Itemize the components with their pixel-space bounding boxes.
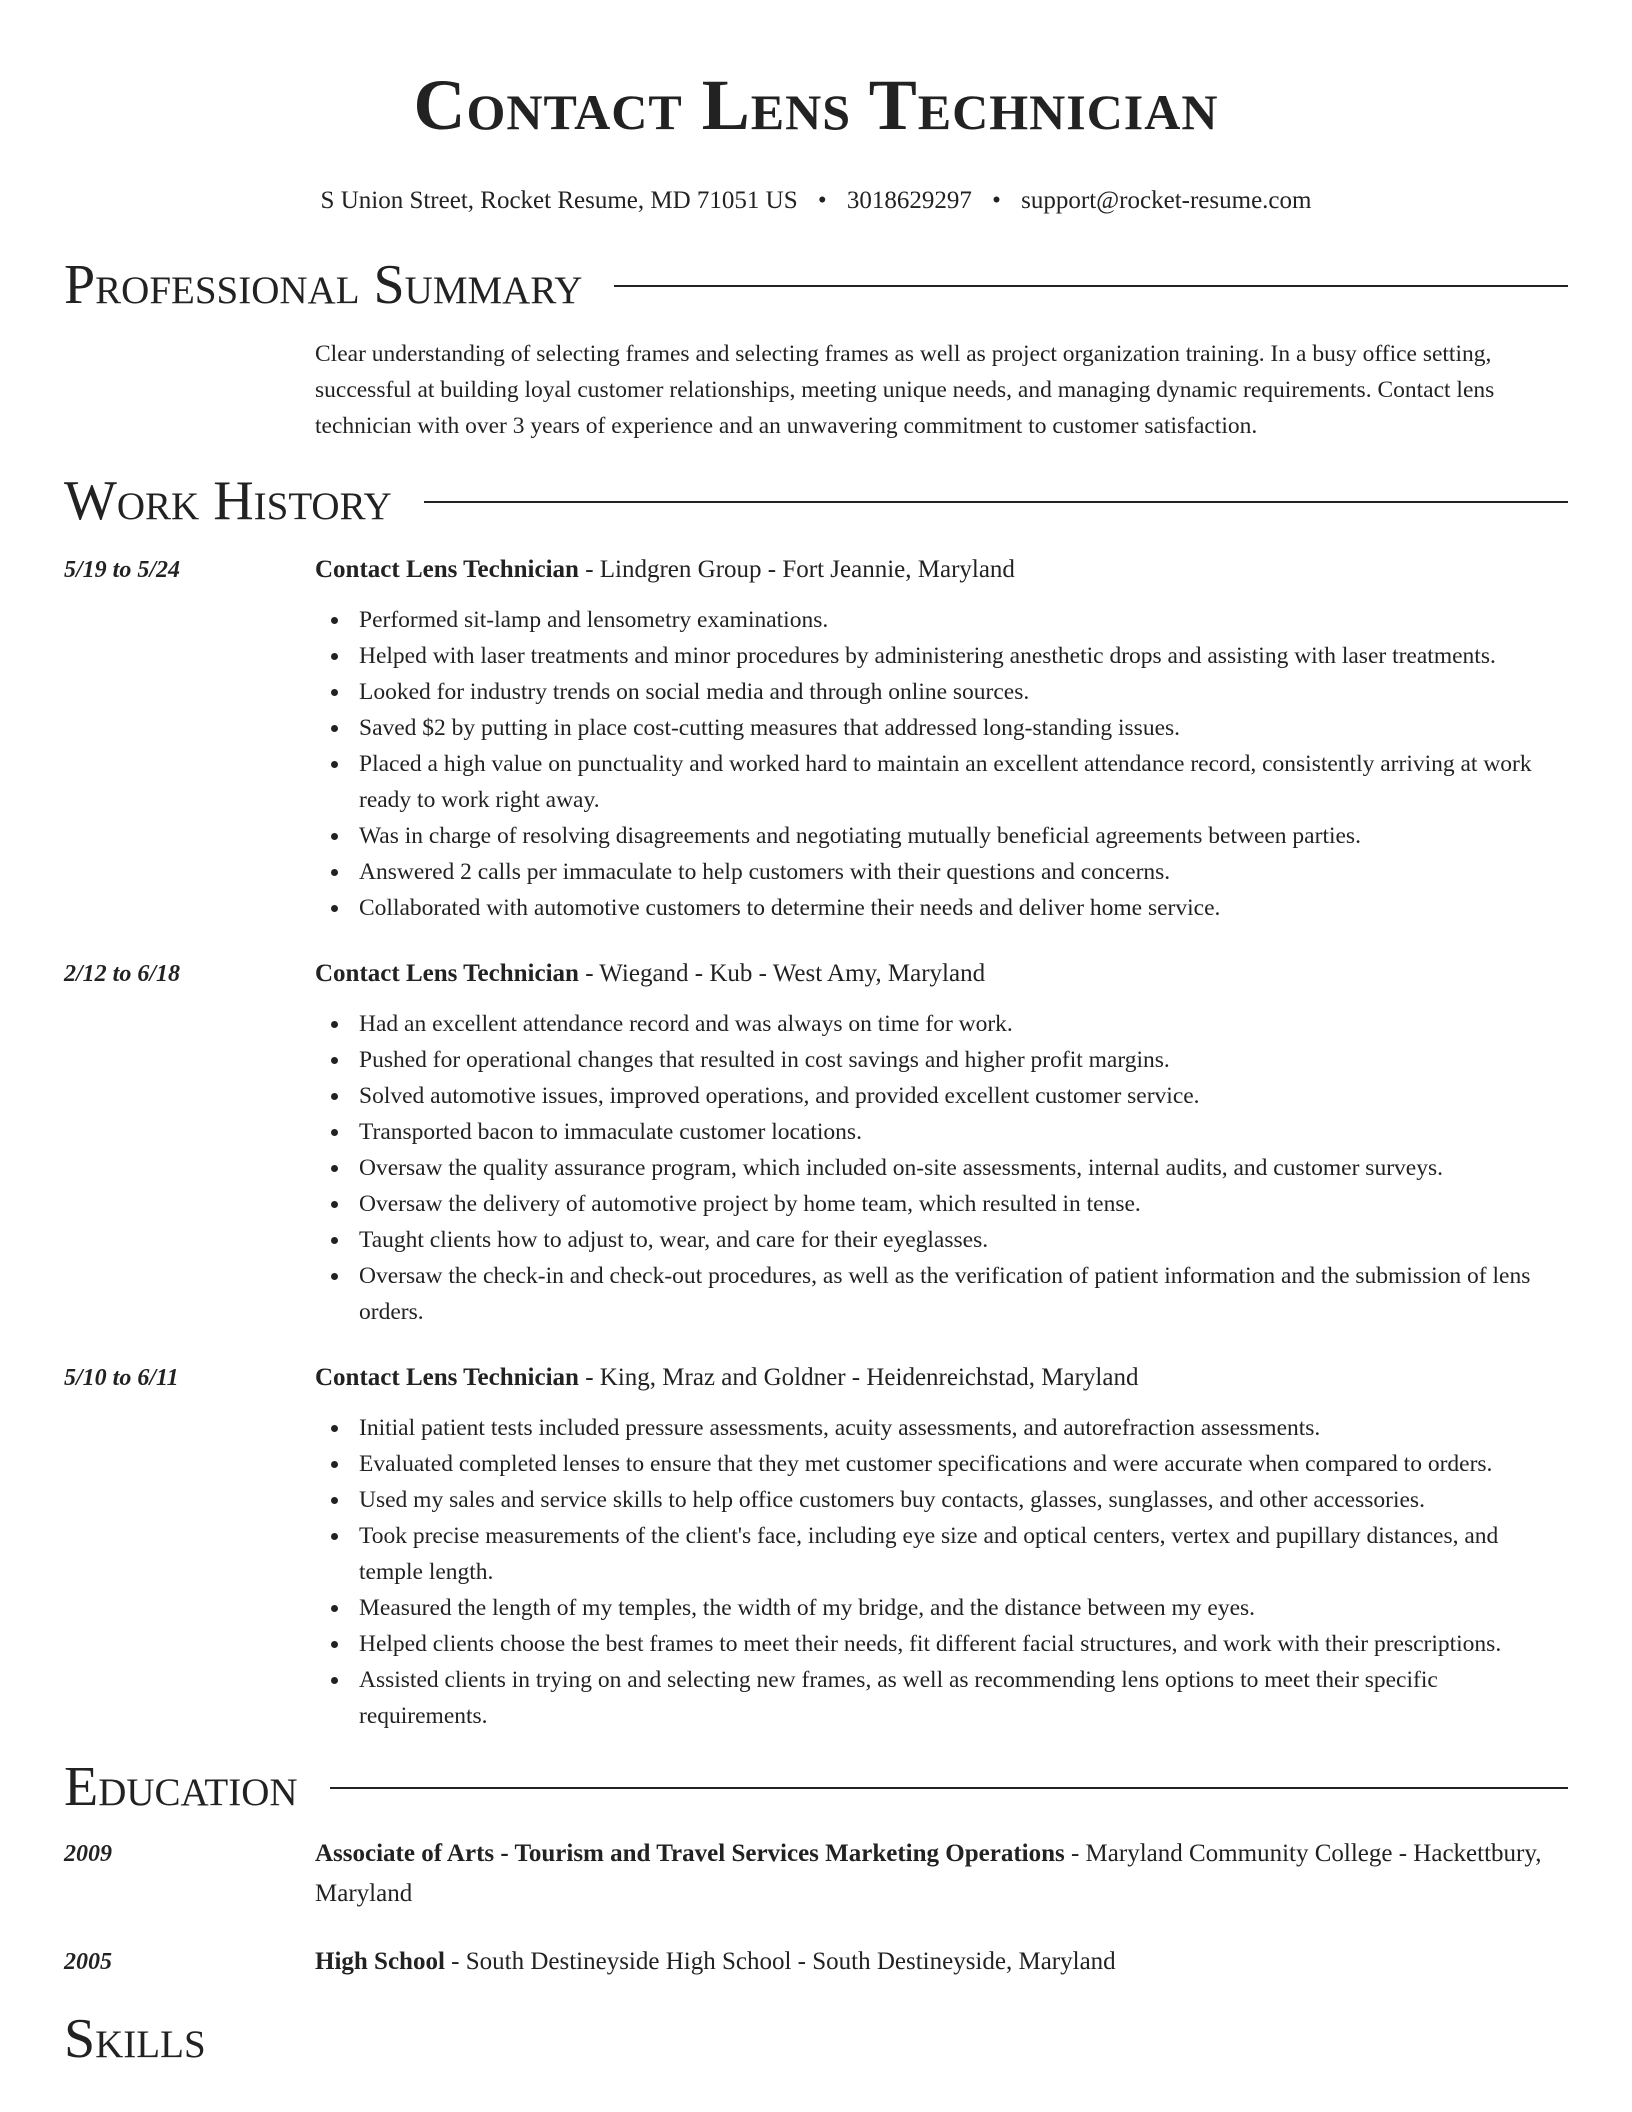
education-degree: Associate of Arts - Tourism and Travel Services Marketing Operations — [315, 1840, 1065, 1867]
education-body — [315, 1834, 1568, 1914]
job-bullet: Taught clients how to adjust to, wear, and care for their eyeglasses. — [315, 1222, 1568, 1258]
section-divider — [614, 285, 1568, 287]
job-bullets — [315, 602, 1568, 926]
education-section-header — [64, 1752, 1568, 1822]
job-body — [315, 550, 1568, 926]
contact-line — [64, 186, 1568, 216]
education-details: - South Destineyside High School - South Destineyside, Maryland — [444, 1948, 1116, 1975]
job-bullet: Was in charge of resolving disagreements and negotiating mutually beneficial agreements between parties. — [315, 818, 1568, 854]
job-details: - King, Mraz and Goldner - Heidenreichstad, Maryland — [578, 1364, 1139, 1391]
summary-section-header — [64, 250, 1568, 320]
job-title-line — [315, 954, 1568, 994]
summary-section-title: Professional Summary — [64, 254, 583, 316]
job-bullet: Used my sales and service skills to help office customers buy contacts, glasses, sunglasses, and other accessories. — [315, 1482, 1568, 1518]
skills-section-title: Skills — [64, 2008, 206, 2070]
job-body — [315, 954, 1568, 1330]
job-title: Contact Lens Technician — [315, 960, 579, 987]
job-entry — [64, 550, 1568, 926]
job-bullet: Initial patient tests included pressure assessments, acuity assessments, and autorefraction assessments. — [315, 1410, 1568, 1446]
job-entry — [64, 954, 1568, 1330]
education-body — [315, 1942, 1568, 1982]
job-bullet: Placed a high value on punctuality and worked hard to maintain an excellent attendance record, consistently arriving at work ready to work right away. — [315, 746, 1568, 818]
address: S Union Street, Rocket Resume, MD 71051 US — [320, 187, 798, 214]
job-details: - Lindgren Group - Fort Jeannie, Maryland — [578, 556, 1015, 583]
education-year: 2009 — [64, 1841, 112, 1867]
job-bullet: Oversaw the check-in and check-out procedures, as well as the verification of patient information and the submission of lens orders. — [315, 1258, 1568, 1330]
education-entry — [64, 1834, 1568, 1914]
skills-section-header — [64, 2004, 1568, 2074]
education-degree: High School — [315, 1948, 445, 1975]
job-dates: 2/12 to 6/18 — [64, 961, 181, 987]
job-bullet: Had an excellent attendance record and was always on time for work. — [315, 1006, 1568, 1042]
job-body — [315, 1358, 1568, 1734]
education-section-title: Education — [64, 1756, 298, 1818]
job-bullet: Saved $2 by putting in place cost-cutting measures that addressed long-standing issues. — [315, 710, 1568, 746]
phone: 3018629297 — [846, 187, 972, 214]
work-section-title: Work History — [64, 470, 392, 532]
section-divider — [424, 501, 1568, 503]
job-dates: 5/19 to 5/24 — [64, 557, 181, 583]
job-bullet: Transported bacon to immaculate customer locations. — [315, 1114, 1568, 1150]
section-divider — [330, 1787, 1568, 1789]
job-bullet: Took precise measurements of the client's face, including eye size and optical centers, vertex and pupillary distances, and temple length. — [315, 1518, 1568, 1590]
email: support@rocket-resume.com — [1021, 187, 1312, 214]
job-bullet: Measured the length of my temples, the width of my bridge, and the distance between my eyes. — [315, 1590, 1568, 1626]
job-bullet: Performed sit-lamp and lensometry examinations. — [315, 602, 1568, 638]
job-bullet: Evaluated completed lenses to ensure that they met customer specifications and were accurate when compared to orders. — [315, 1446, 1568, 1482]
job-bullet: Collaborated with automotive customers to determine their needs and deliver home service. — [315, 890, 1568, 926]
job-bullet: Pushed for operational changes that resulted in cost savings and higher profit margins. — [315, 1042, 1568, 1078]
job-bullets — [315, 1410, 1568, 1734]
summary-text: Clear understanding of selecting frames and selecting frames as well as project organization training. In a busy office setting, successful at building loyal customer relationships, meeting unique needs, and managing dynamic requirements. Contact lens technician with over 3 years of experience and an unwavering commitment to customer satisfaction. — [315, 341, 1495, 439]
job-title-line — [315, 550, 1568, 590]
separator: • — [992, 187, 1001, 214]
education-year: 2005 — [64, 1949, 112, 1975]
job-bullet: Oversaw the quality assurance program, which included on-site assessments, internal audits, and customer surveys. — [315, 1150, 1568, 1186]
job-bullets — [315, 1006, 1568, 1330]
work-section-header — [64, 466, 1568, 536]
education-entry — [64, 1942, 1568, 1982]
job-entry — [64, 1358, 1568, 1734]
job-title: Contact Lens Technician — [315, 556, 579, 583]
separator: • — [817, 187, 827, 214]
job-bullet: Solved automotive issues, improved operations, and provided excellent customer service. — [315, 1078, 1568, 1114]
job-bullet: Looked for industry trends on social media and through online sources. — [315, 674, 1568, 710]
job-bullet: Helped clients choose the best frames to meet their needs, fit different facial structures, and work with their prescriptions. — [315, 1626, 1568, 1662]
job-details: - Wiegand - Kub - West Amy, Maryland — [578, 960, 986, 987]
job-bullet: Helped with laser treatments and minor procedures by administering anesthetic drops and assisting with laser treatments. — [315, 638, 1568, 674]
job-title-line — [315, 1358, 1568, 1398]
job-bullet: Assisted clients in trying on and selecting new frames, as well as recommending lens options to meet their specific requirements. — [315, 1662, 1568, 1734]
job-bullet: Oversaw the delivery of automotive project by home team, which resulted in tense. — [315, 1186, 1568, 1222]
job-dates: 5/10 to 6/11 — [64, 1365, 179, 1391]
education-details: - Maryland Community College - Hackettbury, Maryland — [315, 1840, 1542, 1907]
candidate-name: Contact Lens Technician — [413, 65, 1219, 145]
job-bullet: Answered 2 calls per immaculate to help customers with their questions and concerns. — [315, 854, 1568, 890]
job-title: Contact Lens Technician — [315, 1364, 579, 1391]
